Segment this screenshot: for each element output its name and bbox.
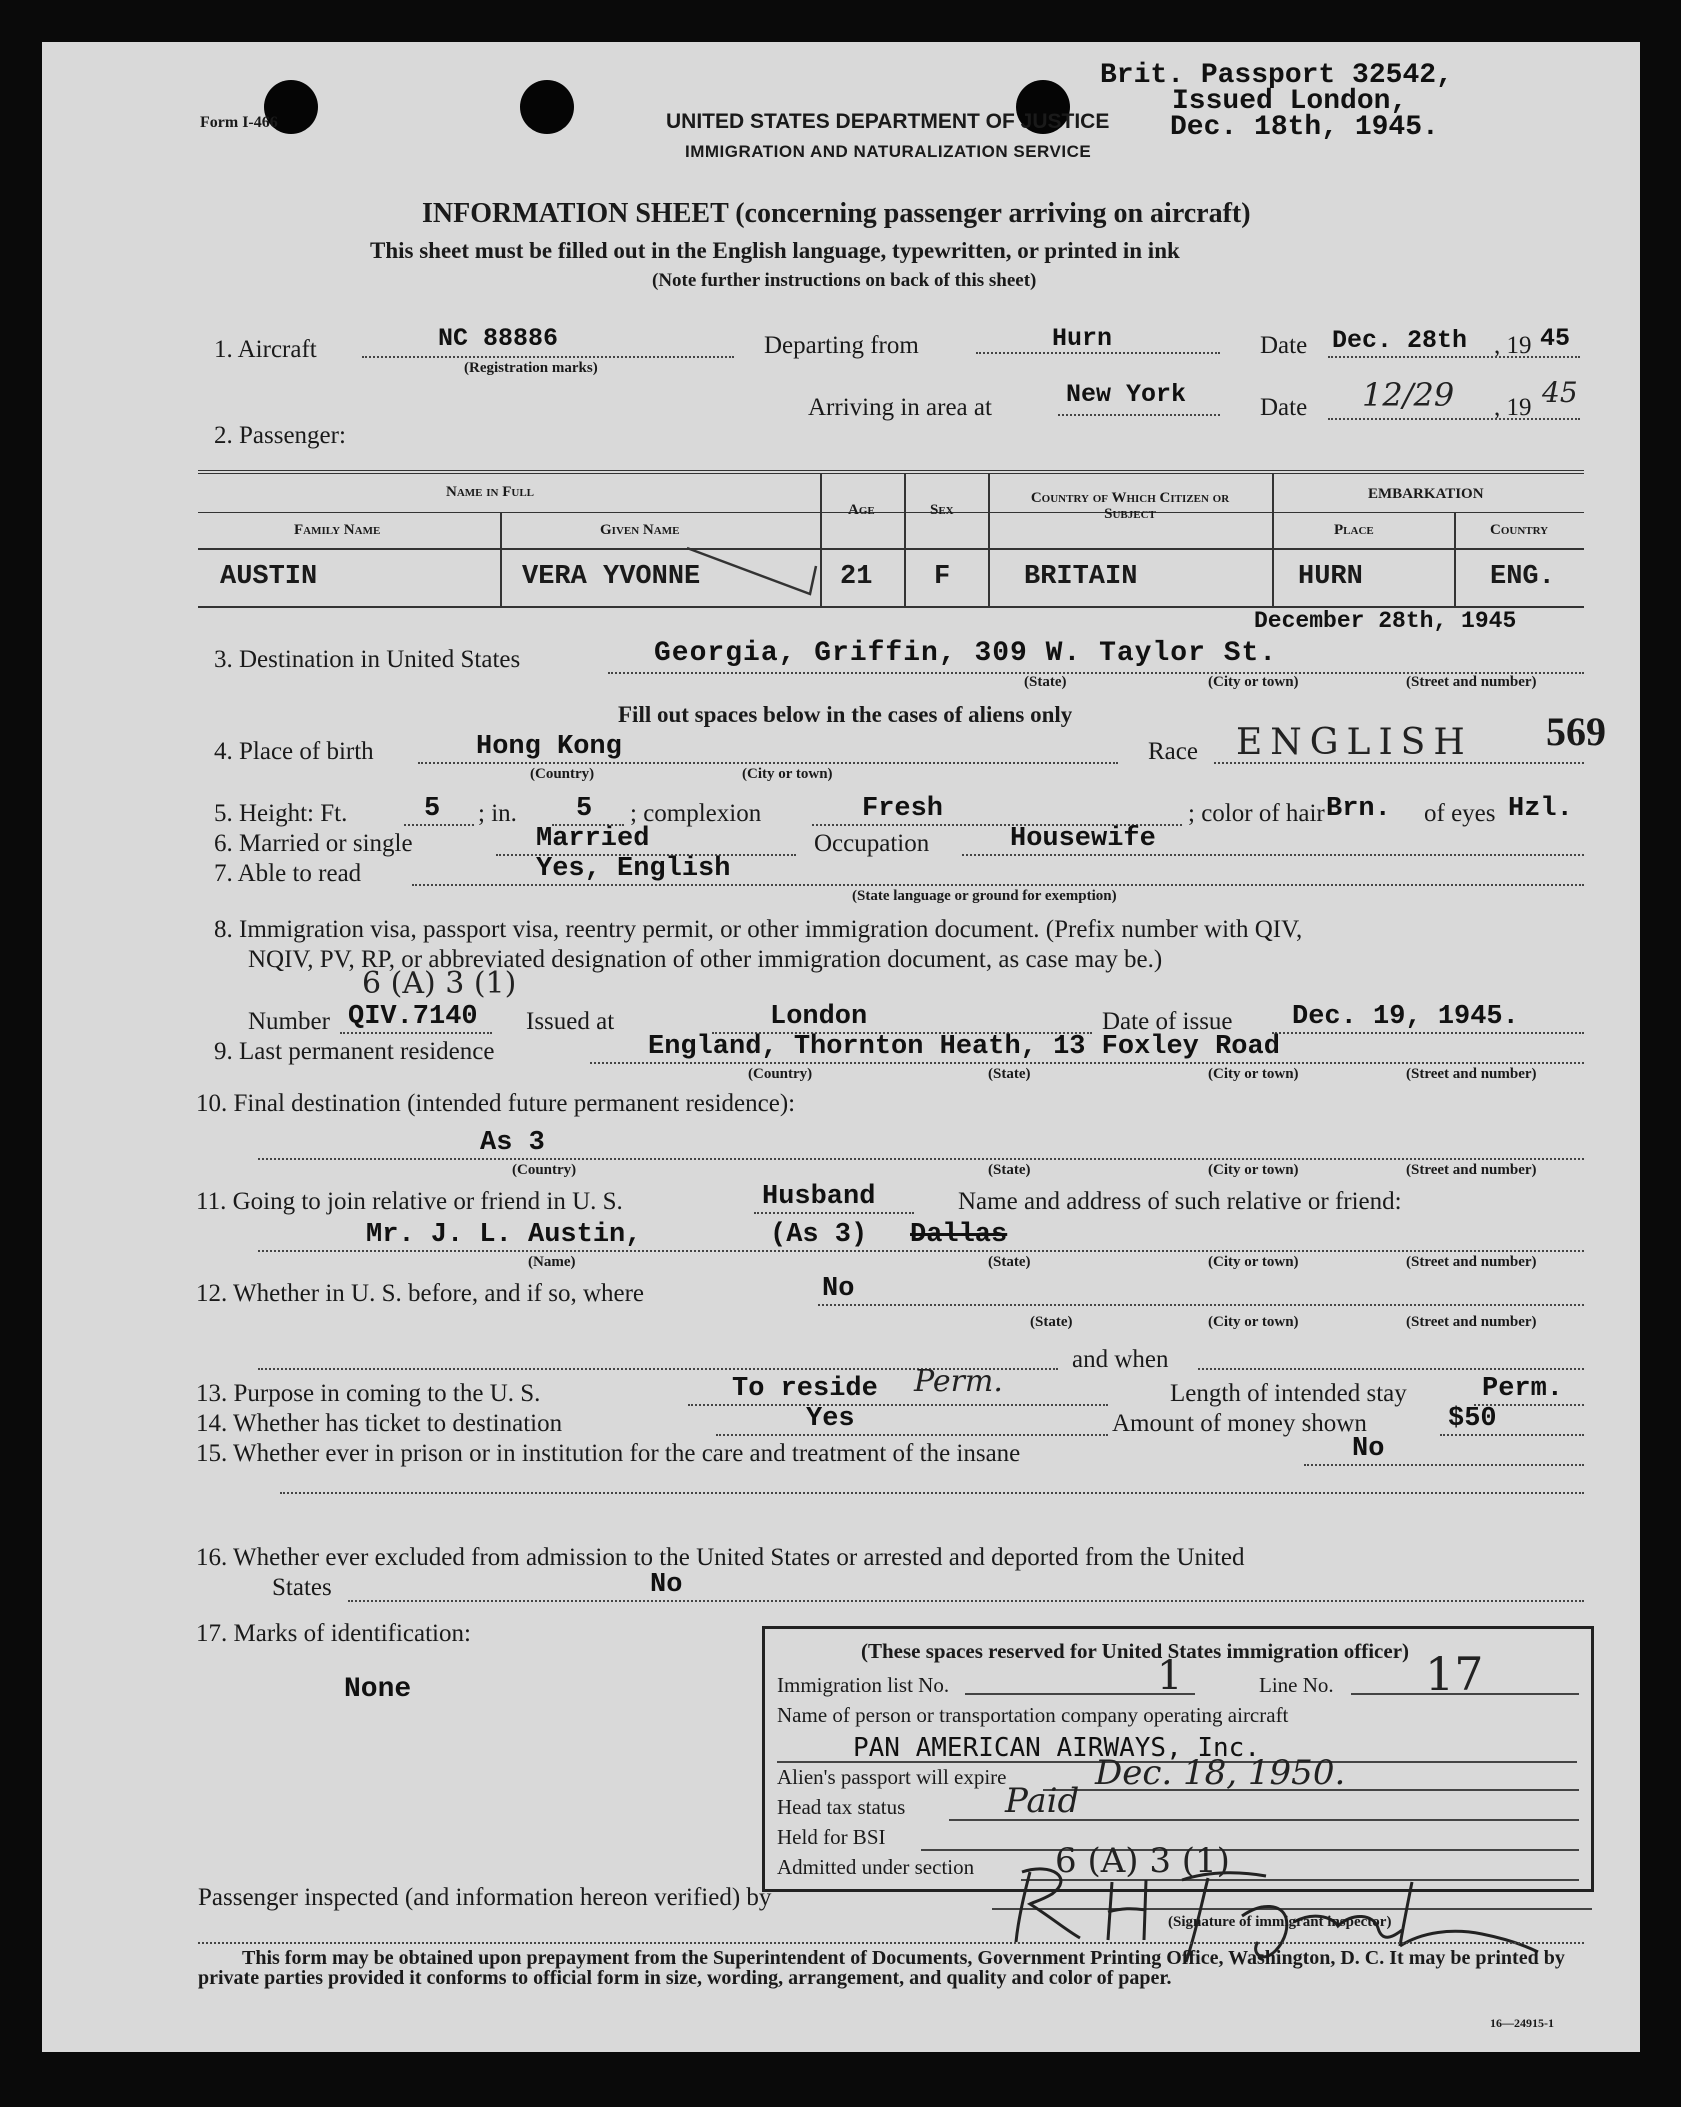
relation-line bbox=[754, 1212, 914, 1214]
aircraft-label: 1. Aircraft bbox=[214, 336, 317, 363]
punch-hole-middle bbox=[520, 80, 574, 134]
purpose-label: 13. Purpose in coming to the U. S. bbox=[196, 1380, 541, 1407]
embarkation-rule bbox=[1272, 512, 1584, 513]
header-emb-country: Country bbox=[1490, 522, 1549, 538]
marital-label: 6. Married or single bbox=[214, 830, 413, 857]
relative-address-label: Name and address of such relative or friend: bbox=[958, 1188, 1402, 1215]
passport-expire-line bbox=[1043, 1789, 1579, 1791]
table-header-bottom-rule bbox=[198, 548, 1584, 550]
passport-note-1: Brit. Passport 32542, bbox=[1100, 60, 1453, 91]
line-no-value: 17 bbox=[1425, 1647, 1484, 1701]
date2-value: 12/29 bbox=[1362, 376, 1455, 414]
department-name: UNITED STATES DEPARTMENT OF JUSTICE bbox=[666, 110, 1110, 133]
form-note: (Note further instructions on back of this sheet) bbox=[652, 270, 1037, 291]
visit-state-caption: (State) bbox=[1030, 1314, 1073, 1330]
residence-country-caption: (Country) bbox=[748, 1066, 813, 1082]
departing-label: Departing from bbox=[764, 332, 919, 359]
passenger-label: 2. Passenger: bbox=[214, 422, 346, 449]
header-place: Place bbox=[1334, 522, 1374, 538]
money-value: $50 bbox=[1448, 1404, 1497, 1434]
excluded-line bbox=[348, 1600, 1584, 1602]
marital-value: Married bbox=[536, 824, 650, 854]
purpose-hand: Perm. bbox=[914, 1364, 1003, 1399]
final-state-caption: (State) bbox=[988, 1162, 1031, 1178]
section-value: 6 (A) 3 (1) bbox=[1055, 1841, 1230, 1881]
cell-family-name: AUSTIN bbox=[220, 562, 318, 592]
cell-given-name: VERA YVONNE bbox=[522, 562, 701, 592]
eyes-value: Hzl. bbox=[1508, 794, 1573, 824]
departing-value: Hurn bbox=[1052, 324, 1113, 353]
relative-address: (As 3) bbox=[770, 1220, 868, 1250]
relative-name-caption: (Name) bbox=[528, 1254, 576, 1270]
relative-name: Mr. J. L. Austin, bbox=[366, 1220, 642, 1250]
head-tax-value: Paid bbox=[1005, 1781, 1080, 1821]
issue-date-line bbox=[1272, 1032, 1584, 1034]
cell-emb-country: ENG. bbox=[1490, 562, 1555, 592]
residence-street-caption: (Street and number) bbox=[1406, 1066, 1537, 1082]
occupation-line bbox=[962, 854, 1584, 856]
list-no-label: Immigration list No. bbox=[777, 1673, 950, 1697]
header-given-name: Given Name bbox=[600, 522, 680, 538]
occupation-value: Housewife bbox=[1010, 824, 1156, 854]
birthplace-line bbox=[418, 762, 1118, 764]
final-street-caption: (Street and number) bbox=[1406, 1162, 1537, 1178]
read-value: Yes, English bbox=[536, 854, 731, 884]
table-top-rule bbox=[198, 470, 1584, 474]
residence-city-caption: (City or town) bbox=[1208, 1066, 1299, 1082]
prison-line-2 bbox=[280, 1492, 1584, 1494]
inspection-label: Passenger inspected (and information hereon verified) by bbox=[198, 1884, 772, 1911]
aircraft-line bbox=[362, 356, 734, 358]
form-title: INFORMATION SHEET (concerning passenger arriving on aircraft) bbox=[422, 198, 1251, 229]
previous-visit-label: 12. Whether in U. S. before, and if so, where bbox=[196, 1280, 645, 1307]
visit-when-label: and when bbox=[1072, 1346, 1169, 1373]
given-name-checkmark bbox=[682, 542, 822, 602]
passport-note-2: Issued London, bbox=[1172, 86, 1408, 117]
departing-line bbox=[976, 352, 1220, 354]
height-inches-value: 5 bbox=[576, 794, 593, 824]
occupation-label: Occupation bbox=[814, 830, 930, 857]
read-caption: (State language or ground for exemption) bbox=[852, 888, 1117, 904]
header-embarkation: EMBARKATION bbox=[1368, 486, 1484, 502]
ticket-line bbox=[716, 1434, 1108, 1436]
passport-expire-label: Alien's passport will expire bbox=[777, 1765, 1007, 1789]
read-line bbox=[412, 884, 1584, 886]
race-line bbox=[1214, 762, 1584, 764]
birthplace-country-caption: (Country) bbox=[530, 766, 595, 782]
signature-caption: (Signature of immigrant inspector) bbox=[1168, 1914, 1392, 1930]
bsi-label: Held for BSI bbox=[777, 1825, 886, 1849]
residence-state-caption: (State) bbox=[988, 1066, 1031, 1082]
purpose-value: To reside bbox=[732, 1374, 878, 1404]
header-sex: Sex bbox=[930, 502, 954, 518]
excluded-label-2: States bbox=[272, 1574, 332, 1601]
residence-label: 9. Last permanent residence bbox=[214, 1038, 495, 1065]
relative-relation: Husband bbox=[762, 1182, 876, 1212]
form-subtitle: This sheet must be filled out in the English language, typewritten, or printed in ink bbox=[370, 238, 1180, 263]
height-feet-line bbox=[404, 824, 474, 826]
col-sep-5 bbox=[1272, 474, 1274, 606]
birthplace-value: Hong Kong bbox=[476, 732, 622, 762]
cell-place: HURN bbox=[1298, 562, 1363, 592]
final-country-caption: (Country) bbox=[512, 1162, 577, 1178]
complexion-value: Fresh bbox=[862, 794, 944, 824]
document-section-hand: 6 (A) 3 (1) bbox=[362, 966, 517, 1001]
relative-label: 11. Going to join relative or friend in U. S. bbox=[196, 1188, 623, 1215]
visit-city-caption: (City or town) bbox=[1208, 1314, 1299, 1330]
inches-label: ; in. bbox=[478, 800, 517, 827]
purpose-line bbox=[688, 1404, 1108, 1406]
relative-city-caption: (City or town) bbox=[1208, 1254, 1299, 1270]
number-value: QIV.7140 bbox=[348, 1002, 478, 1032]
race-label: Race bbox=[1148, 738, 1198, 765]
previous-visit-value: No bbox=[822, 1274, 855, 1304]
arriving-label: Arriving in area at bbox=[808, 394, 992, 421]
col-sep-4 bbox=[988, 474, 990, 606]
stay-value: Perm. bbox=[1482, 1374, 1564, 1404]
destination-city-caption: (City or town) bbox=[1208, 674, 1299, 690]
footer-text: This form may be obtained upon prepayment from the Superintendent of Documents, Government Printing Office, Washington, D. C. It may be printed by private parties provided it conforms to official form in size, wording, arrangement, and quality and color of paper. bbox=[198, 1947, 1565, 1989]
relative-line bbox=[258, 1250, 1584, 1252]
ticket-label: 14. Whether has ticket to destination bbox=[196, 1410, 563, 1437]
cell-sex: F bbox=[934, 562, 951, 592]
relative-struck: Dallas bbox=[910, 1220, 1008, 1250]
prison-line bbox=[1304, 1464, 1584, 1466]
height-feet-value: 5 bbox=[424, 794, 441, 824]
issued-label: Issued at bbox=[526, 1008, 615, 1035]
document-label-1: 8. Immigration visa, passport visa, reentry permit, or other immigration document. (Prefix number with QIV, bbox=[214, 916, 1303, 943]
arriving-line bbox=[1058, 414, 1220, 416]
date-note: December 28th, 1945 bbox=[1254, 608, 1517, 634]
head-tax-label: Head tax status bbox=[777, 1795, 906, 1819]
document-label-2: NQIV, PV, RP, or abbreviated designation of other immigration document, as case may be.) bbox=[248, 946, 1163, 973]
identification-label: 17. Marks of identification: bbox=[196, 1620, 471, 1647]
operator-label: Name of person or transportation company operating aircraft bbox=[777, 1703, 1289, 1727]
destination-label: 3. Destination in United States bbox=[214, 646, 521, 673]
date2-line bbox=[1328, 418, 1580, 420]
form-sheet bbox=[42, 42, 1640, 2052]
cell-age: 21 bbox=[840, 562, 873, 592]
arriving-value: New York bbox=[1066, 380, 1187, 409]
birthplace-label: 4. Place of birth bbox=[214, 738, 374, 765]
destination-state-caption: (State) bbox=[1024, 674, 1067, 690]
header-name-in-full: Name in Full bbox=[446, 484, 535, 500]
race-value: ENGLISH bbox=[1236, 722, 1473, 763]
hair-value: Brn. bbox=[1326, 794, 1391, 824]
destination-street-caption: (Street and number) bbox=[1406, 674, 1537, 690]
eyes-label: of eyes bbox=[1424, 800, 1496, 827]
date-line bbox=[1328, 356, 1580, 358]
header-age: Age bbox=[848, 502, 875, 518]
header-family-name: Family Name bbox=[294, 522, 381, 538]
footer-rule bbox=[198, 1942, 1584, 1944]
date-label: Date bbox=[1260, 332, 1308, 359]
hair-label: ; color of hair bbox=[1188, 800, 1325, 827]
ticket-value: Yes bbox=[806, 1404, 855, 1434]
list-no-value: 1 bbox=[1157, 1653, 1183, 1699]
stay-label: Length of intended stay bbox=[1170, 1380, 1407, 1407]
stamp-number: 569 bbox=[1546, 709, 1606, 754]
prison-value: No bbox=[1352, 1434, 1385, 1464]
residence-line bbox=[590, 1062, 1584, 1064]
excluded-value: No bbox=[650, 1570, 683, 1600]
final-city-caption: (City or town) bbox=[1208, 1162, 1299, 1178]
birthplace-city-caption: (City or town) bbox=[742, 766, 833, 782]
passport-note-3: Dec. 18th, 1945. bbox=[1170, 112, 1439, 143]
identification-value: None bbox=[344, 1674, 412, 1705]
year2-prefix: , 19 bbox=[1494, 394, 1532, 421]
final-destination-label: 10. Final destination (intended future permanent residence): bbox=[196, 1090, 796, 1117]
footer-code: 16—24915-1 bbox=[1490, 2016, 1554, 2030]
head-tax-line bbox=[949, 1819, 1579, 1821]
relative-state-caption: (State) bbox=[988, 1254, 1031, 1270]
issue-date-value: Dec. 19, 1945. bbox=[1292, 1002, 1519, 1032]
visit-when-line-right bbox=[1198, 1368, 1584, 1370]
residence-value: England, Thornton Heath, 13 Foxley Road bbox=[648, 1032, 1280, 1062]
excluded-label-1: 16. Whether ever excluded from admission to the United States or arrested and deported from the United bbox=[196, 1544, 1245, 1571]
final-destination-line bbox=[258, 1158, 1584, 1160]
previous-visit-line bbox=[818, 1304, 1584, 1306]
prison-label: 15. Whether ever in prison or in institution for the care and treatment of the insane bbox=[196, 1440, 1021, 1467]
destination-value: Georgia, Griffin, 309 W. Taylor St. bbox=[654, 638, 1278, 669]
money-label: Amount of money shown bbox=[1112, 1410, 1367, 1437]
operator-value: PAN AMERICAN AIRWAYS, Inc. bbox=[853, 1733, 1260, 1763]
date-value: Dec. 28th bbox=[1332, 326, 1468, 355]
issued-value: London bbox=[770, 1002, 868, 1032]
form-number: Form I-466 bbox=[200, 114, 278, 131]
passport-expire-value: Dec. 18, 1950. bbox=[1095, 1753, 1346, 1793]
year-prefix: , 19 bbox=[1494, 332, 1532, 359]
aliens-note: Fill out spaces below in the cases of aliens only bbox=[618, 702, 1073, 727]
col-sep-1 bbox=[500, 512, 502, 606]
col-sep-6 bbox=[1454, 512, 1456, 606]
line-no-label: Line No. bbox=[1259, 1673, 1334, 1697]
relative-street-caption: (Street and number) bbox=[1406, 1254, 1537, 1270]
visit-street-caption: (Street and number) bbox=[1406, 1314, 1537, 1330]
money-line bbox=[1440, 1434, 1584, 1436]
header-country-citizen: Country of Which Citizen or Subject bbox=[1030, 490, 1230, 522]
year2-value: 45 bbox=[1542, 376, 1578, 409]
col-sep-3 bbox=[904, 474, 906, 606]
number-line bbox=[340, 1032, 492, 1034]
aircraft-value: NC 88886 bbox=[438, 324, 559, 353]
number-label: Number bbox=[248, 1008, 330, 1035]
year-value: 45 bbox=[1540, 324, 1571, 353]
officer-box-title: (These spaces reserved for United States immigration officer) bbox=[861, 1639, 1410, 1663]
issue-date-label: Date of issue bbox=[1102, 1008, 1233, 1035]
date2-label: Date bbox=[1260, 394, 1308, 421]
registration-caption: (Registration marks) bbox=[464, 360, 598, 376]
cell-country: BRITAIN bbox=[1024, 562, 1138, 592]
height-label: 5. Height: Ft. bbox=[214, 800, 348, 827]
read-label: 7. Able to read bbox=[214, 860, 362, 887]
service-name: IMMIGRATION AND NATURALIZATION SERVICE bbox=[685, 142, 1092, 161]
section-label: Admitted under section bbox=[777, 1855, 975, 1879]
complexion-label: ; complexion bbox=[630, 800, 762, 827]
final-destination-value: As 3 bbox=[480, 1128, 545, 1158]
